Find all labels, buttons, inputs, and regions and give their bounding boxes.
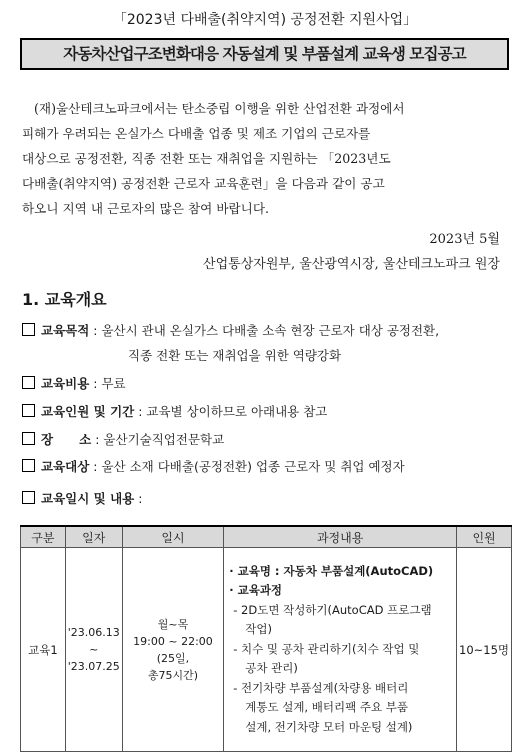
date-separator: ~	[89, 643, 99, 656]
cost-label: 교육비용	[41, 376, 90, 391]
target-label: 교육대상	[41, 459, 90, 474]
course-line: 작업)	[245, 622, 272, 637]
place-label: 장 소	[41, 432, 92, 447]
table-row	[21, 548, 512, 752]
purpose-text: : 울산시 관내 온실가스 다배출 소속 현장 근로자 대상 공정전환,	[89, 323, 440, 338]
course-line: - 전기차량 부품설계(차량용 배터리	[233, 680, 409, 695]
row-capacity: 10~15명	[457, 548, 512, 752]
target-text: : 울산 소재 다배출(공정전환) 업종 근로자 및 취업 예정자	[89, 459, 405, 474]
cost-text: : 무료	[89, 376, 126, 391]
intro-line-4: 다배출(취약지역) 공정전환 근로자 교육훈련」을 다음과 같이 공고	[22, 176, 385, 191]
course-line: 공차 관리)	[245, 661, 298, 676]
place-item	[22, 430, 224, 450]
announcement-date: 2023년 5월	[429, 232, 500, 247]
time-total-hours: 총75시간)	[147, 668, 199, 682]
purpose-item	[22, 321, 439, 341]
time-total: (25일,	[156, 651, 190, 665]
purpose-label: 교육목적	[41, 323, 90, 338]
schedule-table	[20, 525, 512, 752]
date-end: '23.07.25	[67, 660, 120, 673]
course-curriculum-label: · 교육과정	[229, 583, 283, 598]
header-category: 구분	[21, 526, 66, 548]
row-time	[122, 548, 224, 752]
date-start: '23.06.13	[67, 626, 120, 639]
schedule-item	[22, 489, 142, 509]
announcement-title-box	[20, 38, 509, 70]
header-date: 일자	[65, 526, 122, 548]
course-line: - 치수 및 공차 관리하기(치수 작업 및	[233, 641, 420, 656]
people-period-item	[22, 402, 327, 422]
row-category: 교육1	[21, 548, 66, 752]
program-supertitle: 「2023년 다배출(취약지역) 공정전환 지원사업」	[112, 12, 418, 28]
intro-line-3: 대상으로 공정전환, 직종 전환 또는 재취업을 지원하는 「2023년도	[22, 151, 391, 166]
intro-line-2: 피해가 우려되는 온실가스 다배출 업종 및 제조 기업의 근로자를	[22, 126, 371, 141]
course-line: - 2D도면 작성하기(AutoCAD 프로그램	[233, 602, 432, 617]
checkbox-icon	[22, 404, 35, 417]
cost-item	[22, 374, 126, 394]
section-heading: 1. 교육개요	[22, 290, 107, 309]
table-header-row	[21, 526, 512, 548]
course-line: 계통도 설계, 배터리팩 주요 부품	[245, 700, 408, 715]
place-text: : 울산기술직업전문학교	[91, 432, 225, 447]
row-course	[224, 548, 457, 752]
people-period-label: 교육인원 및 기간	[41, 404, 135, 419]
announcement-title: 자동차산업구조변화대응 자동설계 및 부품설계 교육생 모집공고	[63, 45, 466, 63]
intro-line-5: 하오니 지역 내 근로자의 많은 참여 바랍니다.	[22, 201, 270, 216]
header-course: 과정내용	[224, 526, 457, 548]
checkbox-icon	[22, 376, 35, 389]
target-item	[22, 457, 405, 477]
intro-line-1: (재)울산테크노파크에서는 탄소중립 이행을 위한 산업전환 과정에서	[34, 101, 405, 116]
people-period-text: : 교육별 상이하므로 아래내용 참고	[134, 404, 328, 419]
header-capacity: 인원	[457, 526, 512, 548]
schedule-text: :	[134, 491, 143, 506]
announcement-signature: 산업통상자원부, 울산광역시장, 울산테크노파크 원장	[203, 257, 500, 272]
row-date	[65, 548, 122, 752]
checkbox-icon	[22, 491, 35, 504]
course-line: 설계, 전기차량 모터 마운팅 설계)	[245, 719, 413, 734]
checkbox-icon	[22, 323, 35, 336]
time-hours: 19:00 ~ 22:00	[133, 634, 213, 648]
header-time: 일시	[122, 526, 224, 548]
checkbox-icon	[22, 432, 35, 445]
checkbox-icon	[22, 459, 35, 472]
purpose-continuation: 직종 전환 또는 재취업을 위한 역량강화	[128, 348, 342, 363]
schedule-label: 교육일시 및 내용	[41, 491, 135, 506]
course-name: · 교육명 : 자동차 부품설계(AutoCAD)	[229, 563, 434, 578]
time-days: 월~목	[157, 617, 189, 631]
